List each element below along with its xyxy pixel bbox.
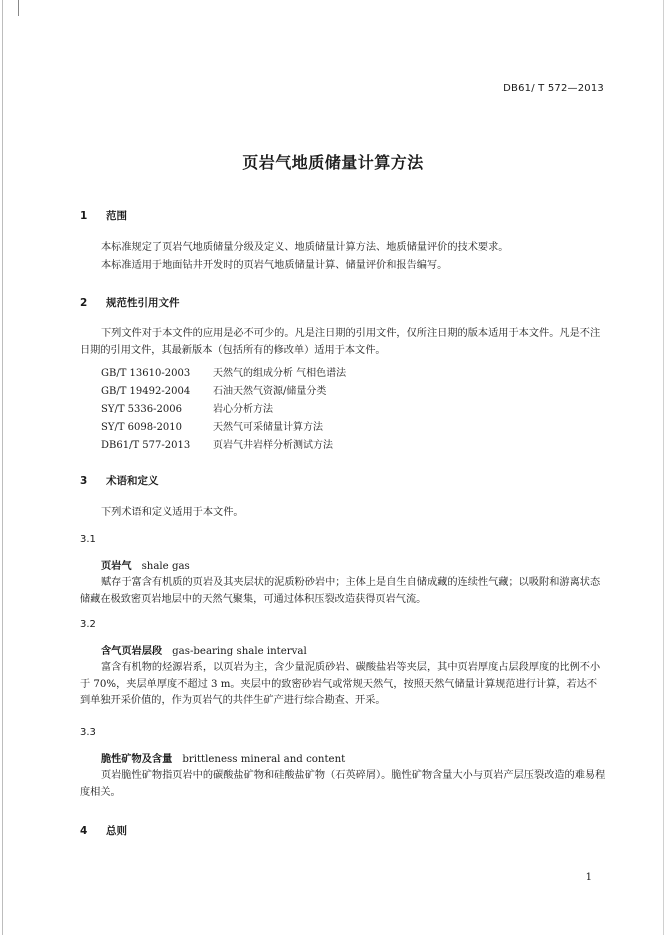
reference-item (101, 418, 323, 433)
section-title: 术语和定义 (106, 475, 159, 487)
term-heading (101, 750, 345, 765)
term-en: gas-bearing shale interval (172, 646, 307, 657)
section-heading-3 (80, 473, 159, 488)
reference-code: DB61/T 577-2013 (101, 440, 191, 451)
term-en: brittleness mineral and content (182, 754, 346, 765)
subsection-number: 3.3 (80, 727, 96, 738)
document-title: 页岩气地质储量计算方法 (242, 153, 424, 172)
section-title: 总则 (106, 825, 127, 837)
reference-code: SY/T 5336-2006 (101, 404, 182, 415)
section-number: 3 (80, 475, 88, 487)
paragraph: 本标准规定了页岩气地质储量分级及定义、地质储量计算方法、地质储量评价的技术要求。 (101, 242, 509, 253)
term-cn: 页岩气 (101, 561, 132, 572)
reference-item (101, 436, 333, 451)
reference-title: 岩心分析方法 (213, 404, 273, 415)
subsection-number: 3.1 (80, 534, 96, 545)
section-number: 1 (80, 210, 88, 222)
reference-item (101, 400, 273, 415)
term-en: shale gas (141, 561, 190, 572)
section-number: 2 (80, 297, 88, 309)
reference-title: 天然气的组成分析 气相色谱法 (213, 368, 347, 379)
paragraph: 本标准适用于地面钻井开发时的页岩气地质储量计算、储量评价和报告编写。 (101, 260, 448, 271)
reference-item (101, 364, 346, 379)
paragraph: 下列术语和定义适用于本文件。 (101, 507, 244, 518)
standard-code: DB61/ T 572—2013 (503, 83, 604, 94)
scan-edge-left (2, 0, 3, 935)
term-cn: 脆性矿物及含量 (101, 754, 173, 765)
reference-title: 页岩气井岩样分析测试方法 (213, 440, 333, 451)
scan-edge-right (663, 0, 664, 935)
section-heading-4 (80, 823, 127, 838)
reference-title: 石油天然气资源/储量分类 (213, 386, 327, 397)
section-heading-1 (80, 208, 127, 223)
term-cn: 含气页岩层段 (101, 646, 163, 657)
reference-code: SY/T 6098-2010 (101, 422, 182, 433)
section-heading-2 (80, 295, 180, 310)
term-definition: 赋存于富含有机质的页岩及其夹层状的泥质粉砂岩中；主体上是自生自储成藏的连续性气藏；以吸附和游离状态储藏在极致密页岩地层中的天然气聚集，可通过体积压裂改造获得页岩气流。 (80, 577, 601, 605)
reference-item (101, 382, 326, 397)
paragraph: 下列文件对于本文件的应用是必不可少的。凡是注日期的引用文件，仅所注日期的版本适用于本文件。凡是不注日期的引用文件，其最新版本（包括所有的修改单）适用于本文件。 (80, 328, 601, 356)
page-number: 1 (585, 872, 592, 883)
term-definition: 富含有机物的烃源岩系，以页岩为主，含少量泥质砂岩、碳酸盐岩等夹层，其中页岩厚度占层段厚度的比例不小于 70%，夹层单厚度不超过 3 m。夹层中的致密砂岩气或常规天然气，按照天然气储量计算规范进行计算，若达不到单独开采价值的，作为页岩气的共伴生矿产进行综合勘查、开采。 (80, 662, 601, 706)
section-title: 范围 (106, 210, 127, 222)
scan-edge-top (0, 0, 19, 16)
reference-code: GB/T 19492-2004 (101, 386, 191, 397)
section-title: 规范性引用文件 (106, 297, 180, 309)
term-definition: 页岩脆性矿物指页岩中的碳酸盐矿物和硅酸盐矿物（石英碎屑）。脆性矿物含量大小与页岩产层压裂改造的难易程度相关。 (80, 770, 606, 798)
subsection-number: 3.2 (80, 619, 96, 630)
reference-title: 天然气可采储量计算方法 (213, 422, 323, 433)
section-number: 4 (80, 825, 88, 837)
term-heading (101, 642, 307, 657)
term-heading (101, 557, 190, 572)
reference-code: GB/T 13610-2003 (101, 368, 191, 379)
